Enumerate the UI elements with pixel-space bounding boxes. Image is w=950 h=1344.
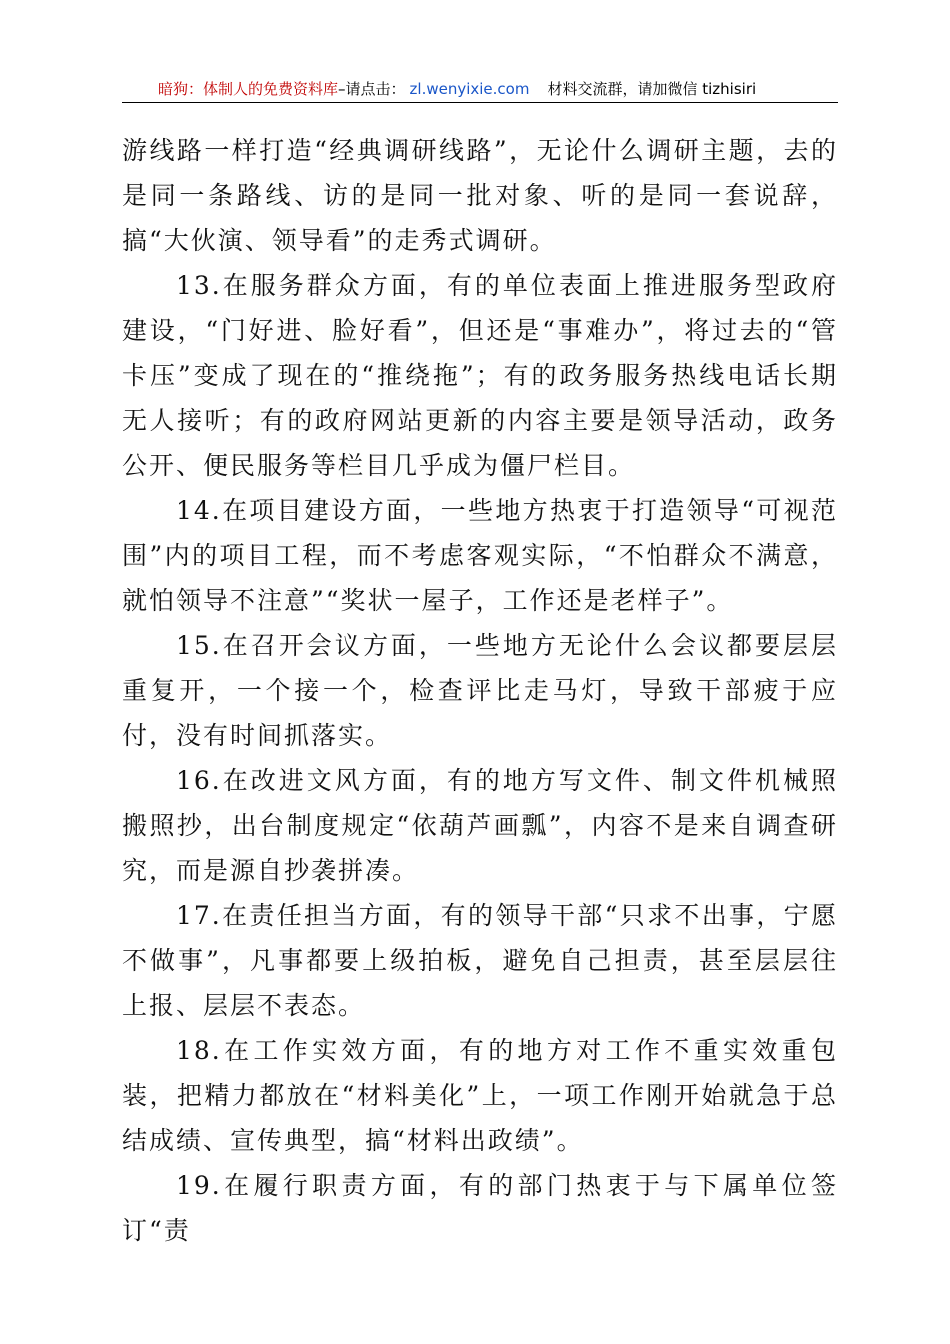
paragraph-15: 15.在召开会议方面，一些地方无论什么会议都要层层重复开，一个接一个，检查评比走马灯，导致干部疲于应付，没有时间抓落实。 bbox=[122, 631, 838, 750]
document-body bbox=[122, 128, 838, 1253]
paragraph-13: 13.在服务群众方面，有的单位表面上推进服务型政府建设，“门好进、脸好看”，但还是“事难办”，将过去的“管卡压”变成了现在的“推绕拖”；有的政务服务热线电话长期无人接听；有的政府网站更新的内容主要是领导活动，政务公开、便民服务等栏目几乎成为僵尸栏目。 bbox=[122, 271, 838, 480]
paragraph-18: 18.在工作实效方面，有的地方对工作不重实效重包装，把精力都放在“材料美化”上，一项工作刚开始就急于总结成绩、宣传典型，搞“材料出政绩”。 bbox=[122, 1036, 838, 1155]
paragraph-14: 14.在项目建设方面，一些地方热衷于打造领导“可视范围”内的项目工程，而不考虑客观实际，“不怕群众不满意，就怕领导不注意”“奖状一屋子，工作还是老样子”。 bbox=[122, 496, 838, 615]
header-url-link[interactable]: zl.wenyixie.com bbox=[409, 80, 530, 98]
header-divider bbox=[122, 102, 838, 103]
page-header bbox=[122, 78, 838, 102]
paragraph-continuation: 游线路一样打造“经典调研线路”，无论什么调研主题，去的是同一条路线、访的是同一批对象、听的是同一套说辞，搞“大伙演、领导看”的走秀式调研。 bbox=[122, 136, 838, 255]
header-cta: –请点击： bbox=[338, 80, 406, 98]
paragraph-17: 17.在责任担当方面，有的领导干部“只求不出事，宁愿不做事”，凡事都要上级拍板，避免自己担责，甚至层层往上报、层层不表态。 bbox=[122, 901, 838, 1020]
paragraph-16: 16.在改进文风方面，有的地方写文件、制文件机械照搬照抄，出台制度规定“依葫芦画瓢”，内容不是来自调查研究，而是源自抄袭拼凑。 bbox=[122, 766, 838, 885]
paragraph-19: 19.在履行职责方面，有的部门热衷于与下属单位签订“责 bbox=[122, 1171, 838, 1245]
header-contact: 材料交流群，请加微信 tizhisiri bbox=[547, 80, 757, 98]
header-brand: 暗狗：体制人的免费资料库 bbox=[158, 80, 339, 98]
